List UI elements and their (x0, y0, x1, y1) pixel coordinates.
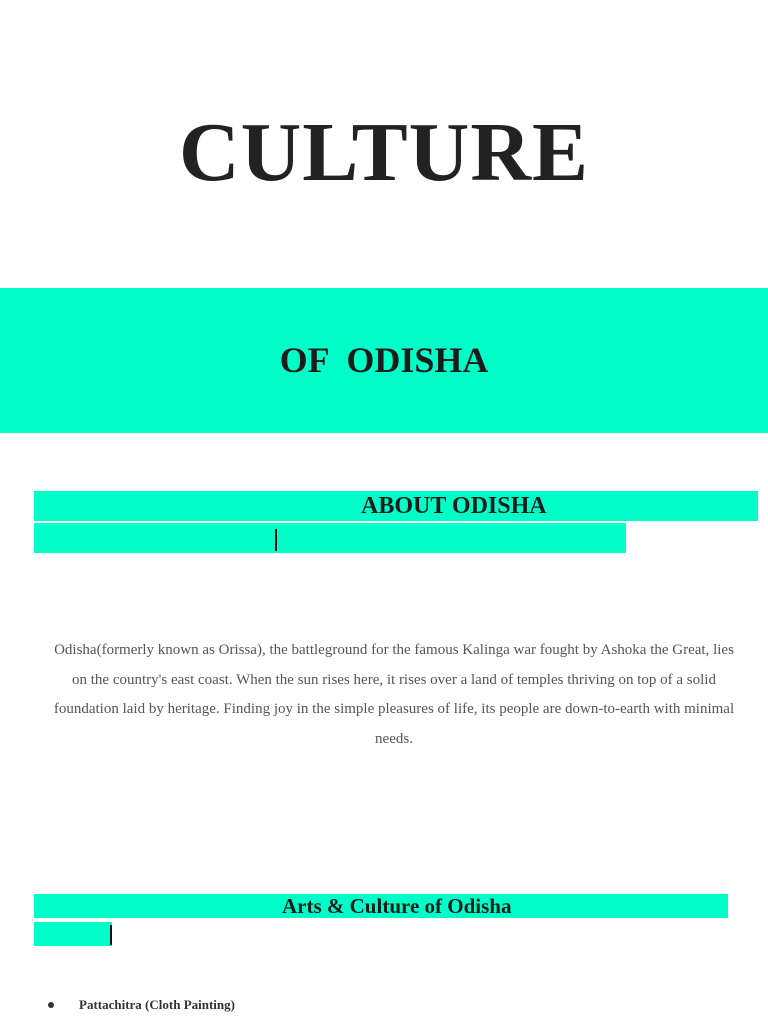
page-subtitle: OF ODISHA (279, 340, 489, 380)
about-heading-highlight-line2 (34, 523, 626, 553)
page-title: CULTURE (178, 106, 590, 199)
arts-heading: Arts & Culture of Odisha (282, 894, 512, 918)
about-heading: ABOUT ODISHA (361, 493, 547, 519)
list-item-label: Pattachitra (Cloth Painting) (79, 997, 235, 1012)
list-item (48, 995, 235, 1015)
bullet-icon (48, 1002, 54, 1008)
text-cursor (110, 925, 112, 945)
text-cursor (275, 529, 277, 551)
about-paragraph: Odisha(formerly known as Orissa), the battleground for the famous Kalinga war fought by Ashoka the Great, lies on the country's east coast. When the sun rises here, it rises over a land of temples thriving on top of a solid foundation laid by heritage. Finding joy in the simple pleasures of life, its people are down-to-earth with minimal needs. (53, 642, 735, 747)
arts-list (48, 995, 235, 1015)
arts-heading-highlight-line2 (34, 922, 112, 946)
subtitle-banner (0, 288, 768, 433)
